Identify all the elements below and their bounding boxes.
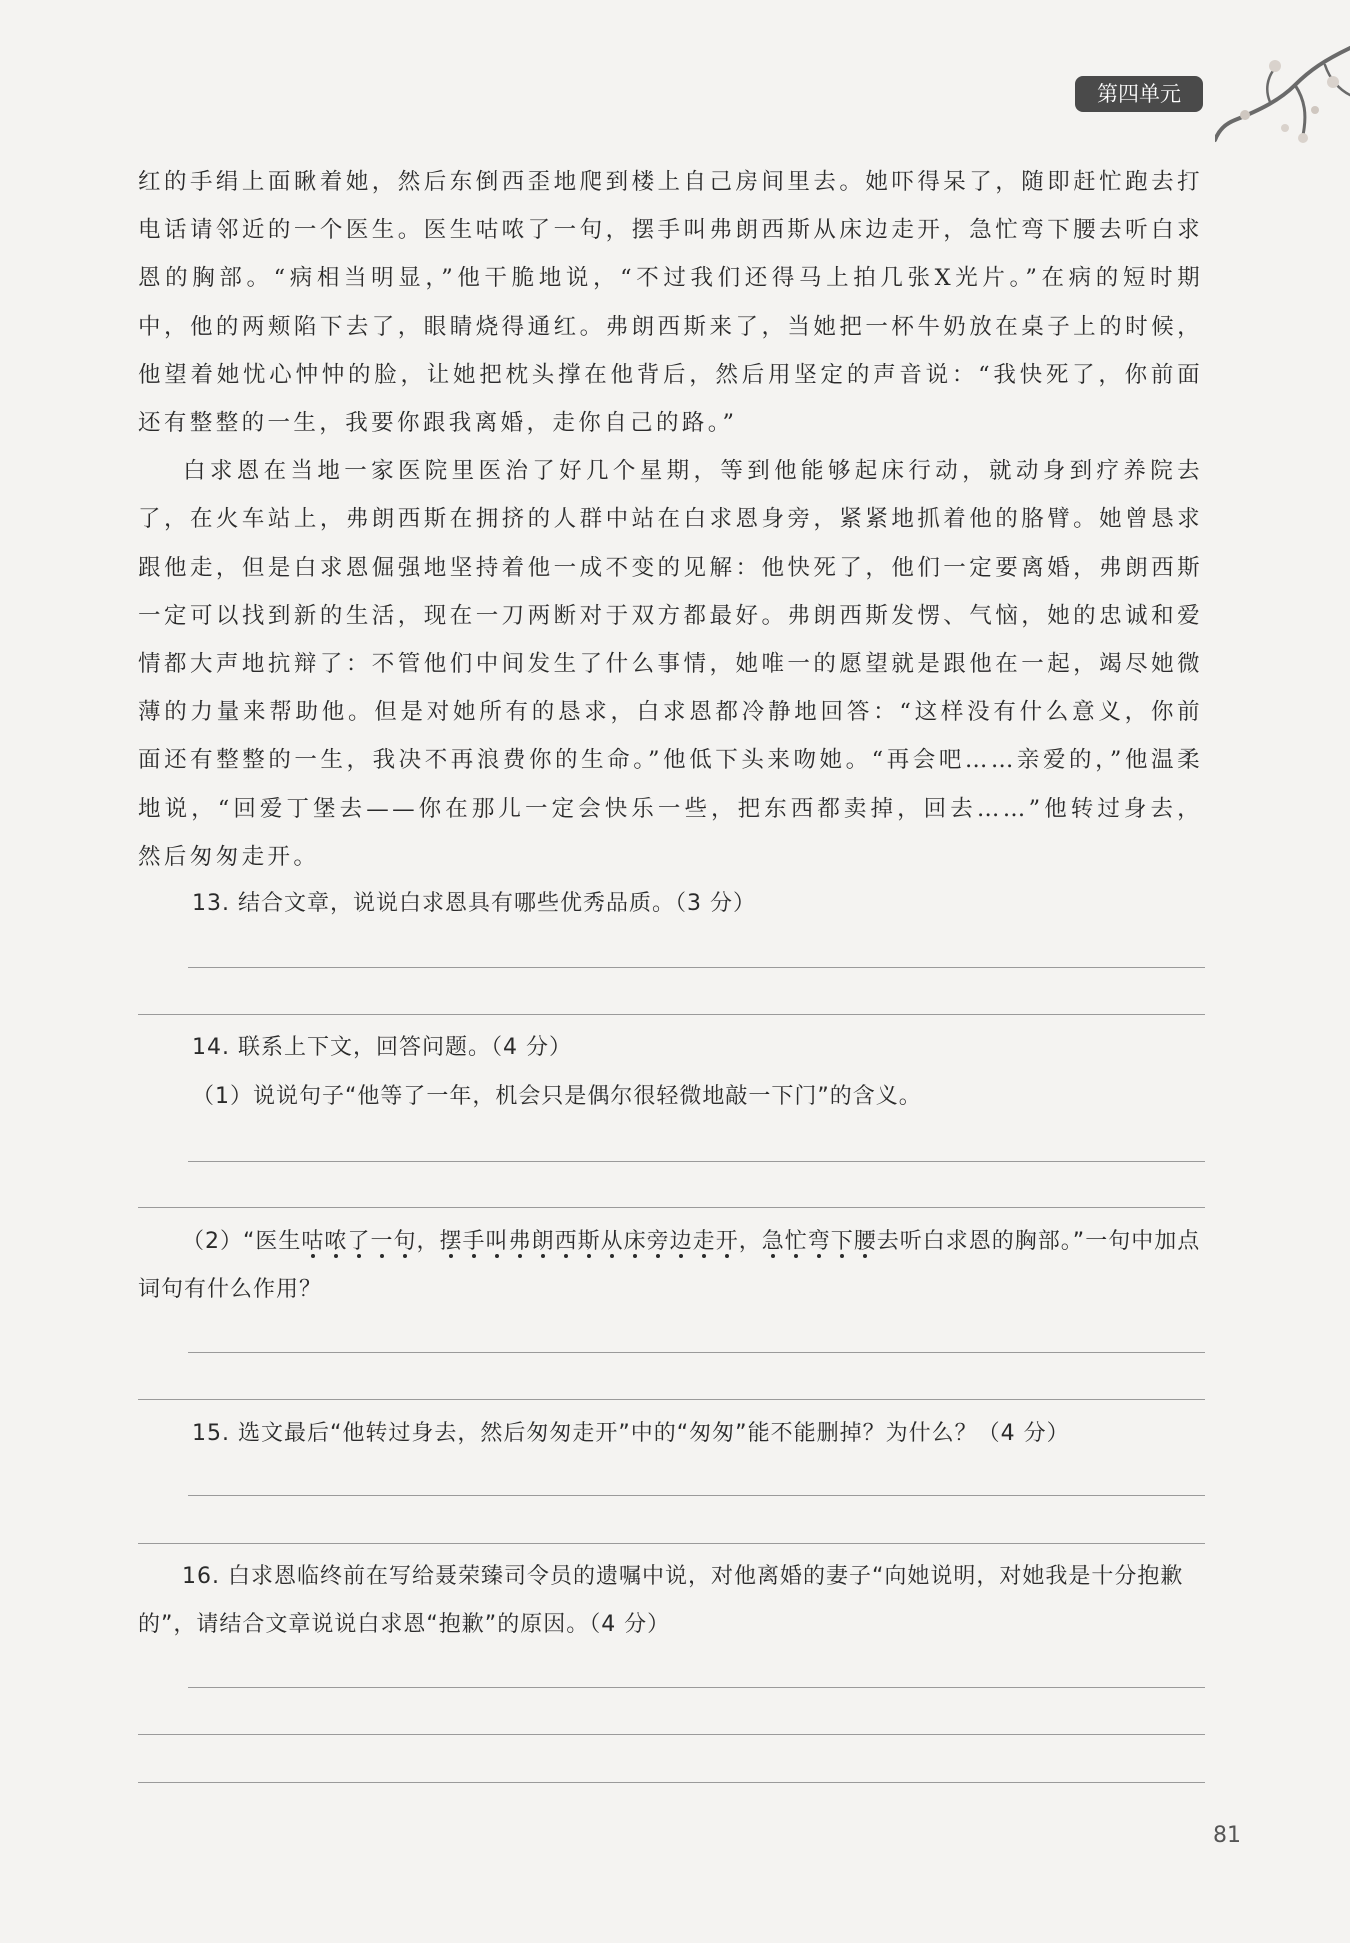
- question-15: 15. 选文最后“他转过身去，然后匆匆走开”中的“匆匆”能不能删掉？为什么？（4 分）: [192, 1421, 1070, 1446]
- q14-2-dotted-phrase: 咕哝了一句，摆手叫弗朗西斯从床旁边走开，急忙弯下腰: [301, 1229, 877, 1254]
- q14-2-before: （2）“医生: [182, 1229, 302, 1254]
- question-14-1: （1）说说句子“他等了一年，机会只是偶尔很轻微地敲一下门”的含义。: [192, 1084, 922, 1109]
- passage-paragraph-2: 白求恩在当地一家医院里医治了好几个星期，等到他能够起床行动，就动身到疗养院去了，在火车站上，弗朗西斯在拥挤的人群中站在白求恩身旁，紧紧地抓着他的胳臂。她曾恳求跟他走，但是白求恩倔强地坚持着他一成不变的见解：他快死了，他们一定要离婚，弗朗西斯一定可以找到新的生活，现在一刀两断对于双方都最好。弗朗西斯发愣、气恼，她的忠诚和爱情都大声地抗辩了：不管他们中间发生了什么事情，她唯一的愿望就是跟他在一起，竭尽她微薄的力量来帮助他。但是对她所有的恳求，白求恩都冷静地回答：“这样没有什么意义，你前面还有整整的一生，我决不再浪费你的生命。”他低下头来吻她。“再会吧……亲爱的，”他温柔地说，“回爱丁堡去——你在那儿一定会快乐一些，把东西都卖掉，回去……”他转过身去，然后匆匆走开。: [138, 458, 1203, 870]
- answer-line-15-2[interactable]: [138, 1543, 1205, 1544]
- answer-line-13-2[interactable]: [138, 1014, 1205, 1015]
- answer-line-16-1[interactable]: [188, 1687, 1205, 1688]
- page-number: 81: [1213, 1823, 1241, 1848]
- question-16: [138, 1553, 1203, 1649]
- answer-line-16-3[interactable]: [138, 1782, 1205, 1783]
- question-14-2: [138, 1218, 1203, 1314]
- question-16-text: 16. 白求恩临终前在写给聂荣臻司令员的遗嘱中说，对他离婚的妻子“向她说明，对她我是十分抱歉的”，请结合文章说说白求恩“抱歉”的原因。（4 分）: [138, 1564, 1184, 1637]
- answer-line-15-1[interactable]: [188, 1495, 1205, 1496]
- unit-badge: 第四单元: [1075, 76, 1203, 112]
- answer-line-14-2-1[interactable]: [188, 1352, 1205, 1353]
- question-14: 14. 联系上下文，回答问题。（4 分）: [192, 1035, 572, 1060]
- answer-line-16-2[interactable]: [138, 1734, 1205, 1735]
- answer-line-14-2-2[interactable]: [138, 1399, 1205, 1400]
- passage-paragraph-1: 红的手绢上面瞅着她，然后东倒西歪地爬到楼上自己房间里去。她吓得呆了，随即赶忙跑去打电话请邻近的一个医生。医生咕哝了一句，摆手叫弗朗西斯从床边走开，急忙弯下腰去听白求恩的胸部。“病相当明显，”他干脆地说，“不过我们还得马上拍几张X光片。”在病的短时期中，他的两颊陷下去了，眼睛烧得通红。弗朗西斯来了，当她把一杯牛奶放在桌子上的时候，他望着她忧心忡忡的脸，让她把枕头撑在他背后，然后用坚定的声音说：“我快死了，你前面还有整整的一生，我要你跟我离婚，走你自己的路。”: [138, 169, 1203, 437]
- q14-2-after: 去听白求恩的胸部。”一句中加点词句有什么作用？: [138, 1229, 1201, 1302]
- reading-passage: [138, 158, 1203, 881]
- answer-line-14-1-2[interactable]: [138, 1207, 1205, 1208]
- question-13: 13. 结合文章，说说白求恩具有哪些优秀品质。（3 分）: [192, 891, 756, 916]
- plum-branch-icon: [1215, 40, 1350, 160]
- answer-line-14-1-1[interactable]: [188, 1161, 1205, 1162]
- answer-line-13-1[interactable]: [188, 967, 1205, 968]
